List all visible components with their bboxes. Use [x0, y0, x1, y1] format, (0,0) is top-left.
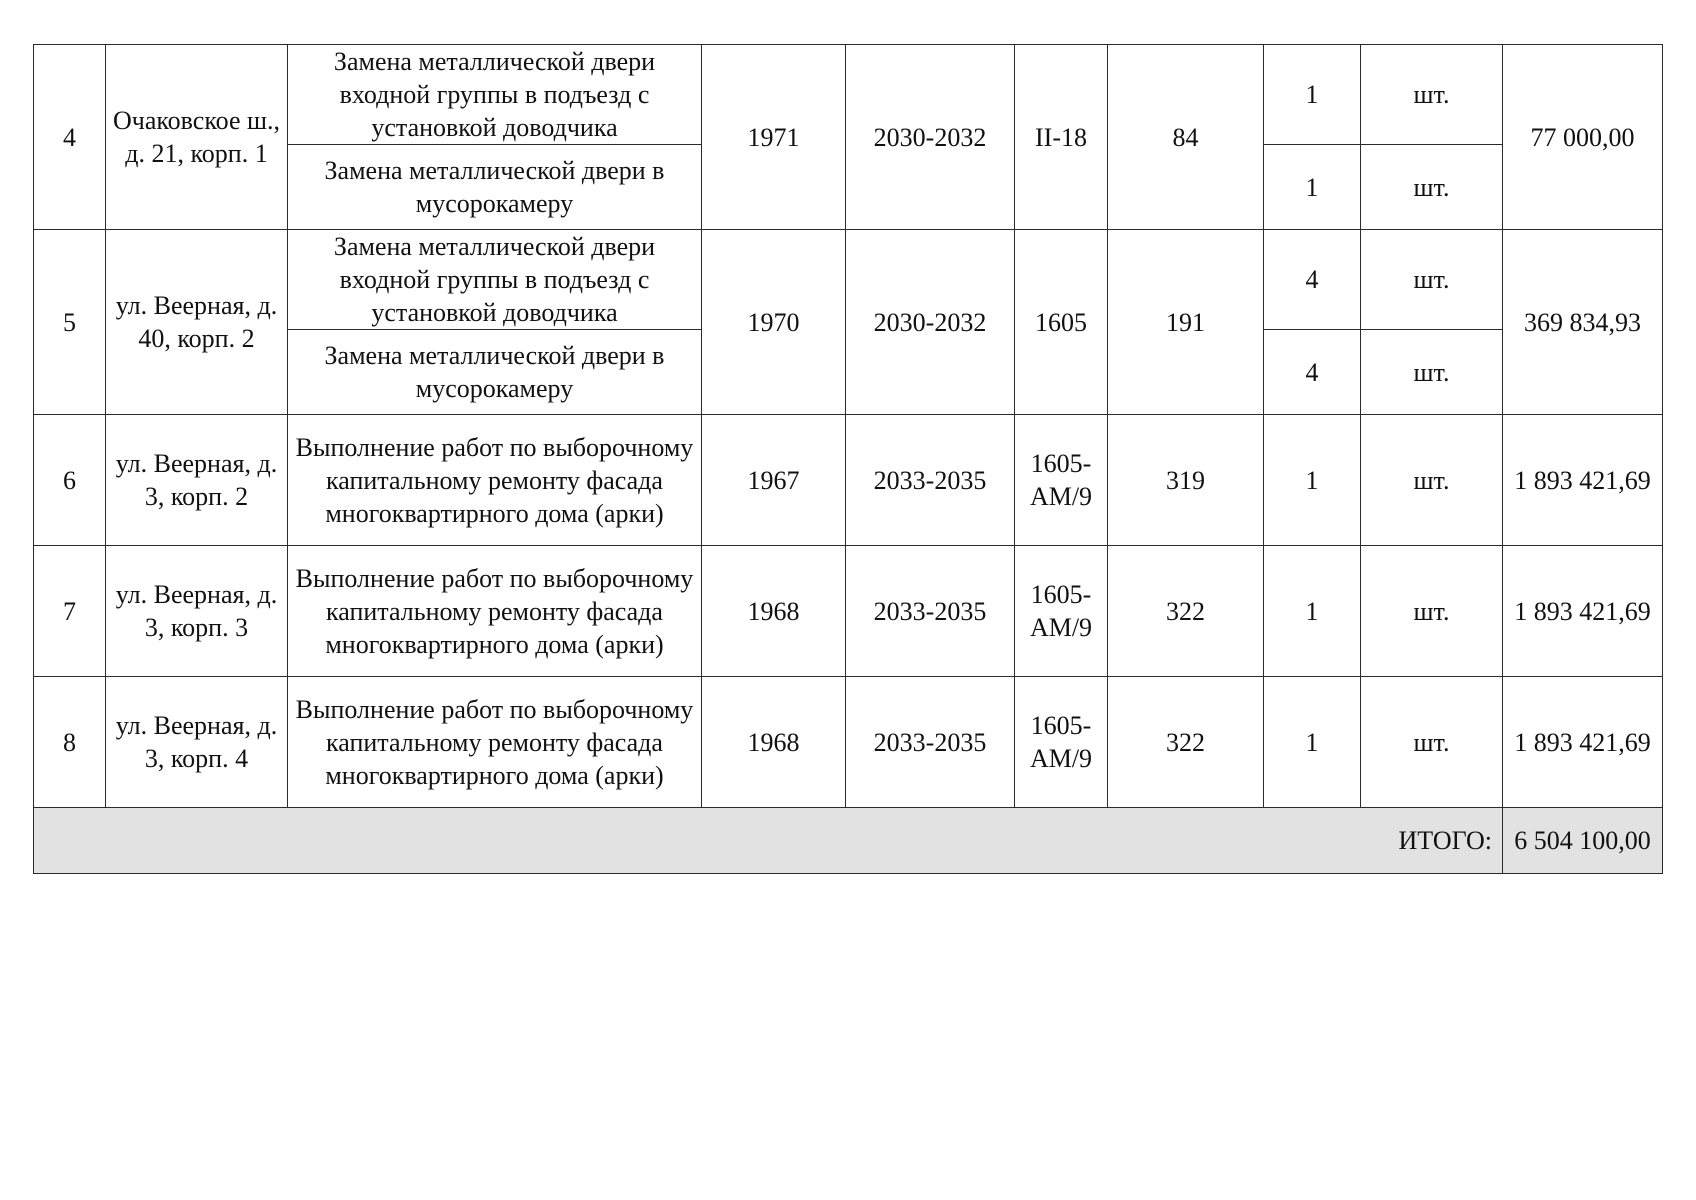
build-year-cell: 1968	[702, 546, 846, 677]
quantity-cell: 4	[1264, 330, 1361, 415]
quantity-cell: 1	[1264, 415, 1361, 546]
build-year-cell: 1967	[702, 415, 846, 546]
apartments-cell: 191	[1108, 230, 1264, 415]
row-number: 6	[34, 415, 106, 546]
sum-cell: 369 834,93	[1503, 230, 1663, 415]
sum-cell: 1 893 421,69	[1503, 677, 1663, 808]
unit-cell: шт.	[1361, 546, 1503, 677]
quantity-cell: 1	[1264, 546, 1361, 677]
address-cell: ул. Веерная, д. 3, корп. 3	[106, 546, 288, 677]
unit-cell: шт.	[1361, 145, 1503, 230]
address-cell: ул. Веерная, д. 3, корп. 2	[106, 415, 288, 546]
series-cell: 1605-АМ/9	[1015, 677, 1108, 808]
work-name-cell: Замена металлической двери в мусорокамеру	[288, 145, 702, 230]
period-cell: 2033-2035	[846, 546, 1015, 677]
address-cell: Очаковское ш., д. 21, корп. 1	[106, 45, 288, 230]
period-cell: 2033-2035	[846, 415, 1015, 546]
repair-works-table	[33, 44, 1663, 874]
table-row	[34, 45, 1663, 145]
build-year-cell: 1971	[702, 45, 846, 230]
apartments-cell: 84	[1108, 45, 1264, 230]
build-year-cell: 1968	[702, 677, 846, 808]
work-name-cell: Выполнение работ по выборочному капитальному ремонту фасада многоквартирного дома (арки)	[288, 415, 702, 546]
table-row	[34, 677, 1663, 808]
table-row	[34, 415, 1663, 546]
sum-cell: 1 893 421,69	[1503, 415, 1663, 546]
work-name-cell: Замена металлической двери входной группы в подъезд с установкой доводчика	[288, 45, 702, 145]
quantity-cell: 1	[1264, 677, 1361, 808]
sum-cell: 77 000,00	[1503, 45, 1663, 230]
total-row	[34, 808, 1663, 874]
unit-cell: шт.	[1361, 677, 1503, 808]
work-name-cell: Замена металлической двери в мусорокамеру	[288, 330, 702, 415]
work-name-cell: Замена металлической двери входной группы в подъезд с установкой доводчика	[288, 230, 702, 330]
unit-cell: шт.	[1361, 230, 1503, 330]
period-cell: 2033-2035	[846, 677, 1015, 808]
unit-cell: шт.	[1361, 45, 1503, 145]
period-cell: 2030-2032	[846, 45, 1015, 230]
build-year-cell: 1970	[702, 230, 846, 415]
address-cell: ул. Веерная, д. 3, корп. 4	[106, 677, 288, 808]
apartments-cell: 322	[1108, 677, 1264, 808]
sum-cell: 1 893 421,69	[1503, 546, 1663, 677]
apartments-cell: 322	[1108, 546, 1264, 677]
unit-cell: шт.	[1361, 415, 1503, 546]
address-cell: ул. Веерная, д. 40, корп. 2	[106, 230, 288, 415]
quantity-cell: 1	[1264, 45, 1361, 145]
apartments-cell: 319	[1108, 415, 1264, 546]
total-value: 6 504 100,00	[1503, 808, 1663, 874]
quantity-cell: 1	[1264, 145, 1361, 230]
quantity-cell: 4	[1264, 230, 1361, 330]
row-number: 8	[34, 677, 106, 808]
table-row	[34, 230, 1663, 330]
period-cell: 2030-2032	[846, 230, 1015, 415]
work-name-cell: Выполнение работ по выборочному капитальному ремонту фасада многоквартирного дома (арки)	[288, 677, 702, 808]
total-label: ИТОГО:	[34, 808, 1503, 874]
series-cell: 1605-АМ/9	[1015, 546, 1108, 677]
table-row	[34, 546, 1663, 677]
unit-cell: шт.	[1361, 330, 1503, 415]
row-number: 7	[34, 546, 106, 677]
work-name-cell: Выполнение работ по выборочному капитальному ремонту фасада многоквартирного дома (арки)	[288, 546, 702, 677]
series-cell: II-18	[1015, 45, 1108, 230]
row-number: 5	[34, 230, 106, 415]
series-cell: 1605-АМ/9	[1015, 415, 1108, 546]
row-number: 4	[34, 45, 106, 230]
series-cell: 1605	[1015, 230, 1108, 415]
